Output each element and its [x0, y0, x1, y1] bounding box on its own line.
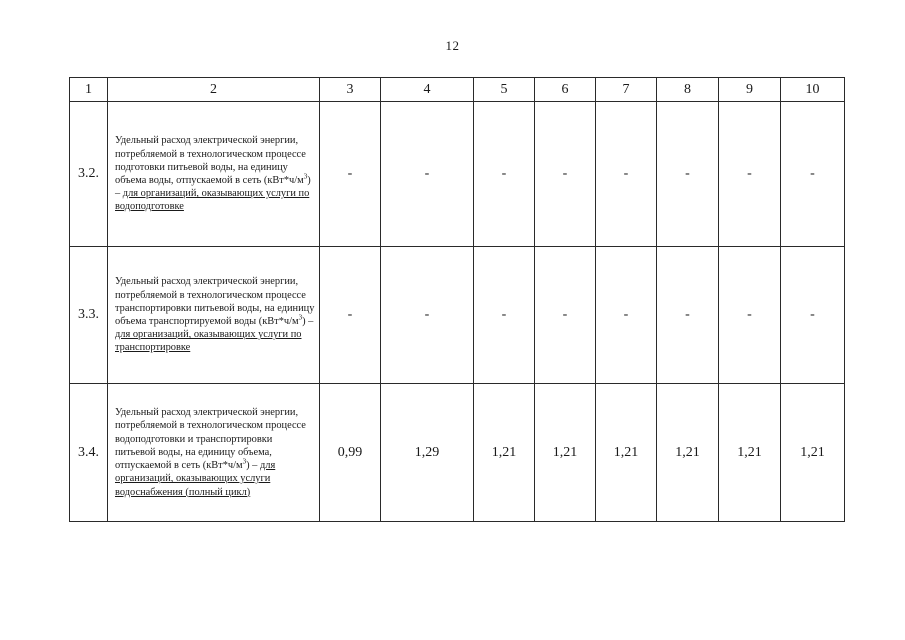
value-cell: -: [381, 102, 474, 247]
row-description: Удельный расход электрической энергии, потребляемой в технологическом процессе подготовки питьевой воды, на единицу объема воды, отпускаемой в сеть $(кВт*ч/м^3)$ – для организаций, оказывающих услуги по водоподготовке: [108, 102, 320, 247]
value-cell: -: [320, 247, 381, 384]
row-number: 3.2.: [70, 102, 108, 247]
value-cell: -: [596, 247, 657, 384]
value-cell: -: [657, 247, 719, 384]
column-header: 4: [381, 78, 474, 102]
value-cell: 1,21: [719, 384, 781, 522]
value-cell: 1,21: [535, 384, 596, 522]
value-cell: 1,29: [381, 384, 474, 522]
value-cell: -: [657, 102, 719, 247]
table-row: [70, 247, 845, 384]
value-cell: -: [381, 247, 474, 384]
value-cell: -: [719, 102, 781, 247]
table-row: [70, 102, 845, 247]
row-number: 3.4.: [70, 384, 108, 522]
header-row: [70, 78, 845, 102]
row-number: 3.3.: [70, 247, 108, 384]
column-header: 5: [474, 78, 535, 102]
value-cell: -: [596, 102, 657, 247]
value-cell: 1,21: [781, 384, 845, 522]
value-cell: -: [320, 102, 381, 247]
page-number: 12: [445, 38, 460, 53]
value-cell: -: [474, 102, 535, 247]
value-cell: -: [535, 247, 596, 384]
column-header: 8: [657, 78, 719, 102]
value-cell: 1,21: [596, 384, 657, 522]
value-cell: -: [719, 247, 781, 384]
value-cell: -: [535, 102, 596, 247]
value-cell: 1,21: [474, 384, 535, 522]
column-header: 7: [596, 78, 657, 102]
value-cell: -: [474, 247, 535, 384]
value-cell: 0,99: [320, 384, 381, 522]
value-cell: -: [781, 102, 845, 247]
table-row: [70, 384, 845, 522]
indicators-table: [69, 77, 845, 522]
row-description: Удельный расход электрической энергии, потребляемой в технологическом процессе транспортировки питьевой воды, на единицу объема транспортируемой воды $(кВт*ч/м^3)$ – для организаций, оказывающих услуги по транспортировке: [108, 247, 320, 384]
column-header: 6: [535, 78, 596, 102]
value-cell: -: [781, 247, 845, 384]
column-header: 3: [320, 78, 381, 102]
column-header: 9: [719, 78, 781, 102]
column-header: 2: [108, 78, 320, 102]
row-description: Удельный расход электрической энергии, потребляемой в технологическом процессе водоподготовки и транспортировки питьевой воды, на единицу объема, отпускаемой в сеть $(кВт*ч/м^3)$ – для организаций, оказывающих услуги водоснабжения (полный цикл): [108, 384, 320, 522]
column-header: 10: [781, 78, 845, 102]
value-cell: 1,21: [657, 384, 719, 522]
column-header: 1: [70, 78, 108, 102]
